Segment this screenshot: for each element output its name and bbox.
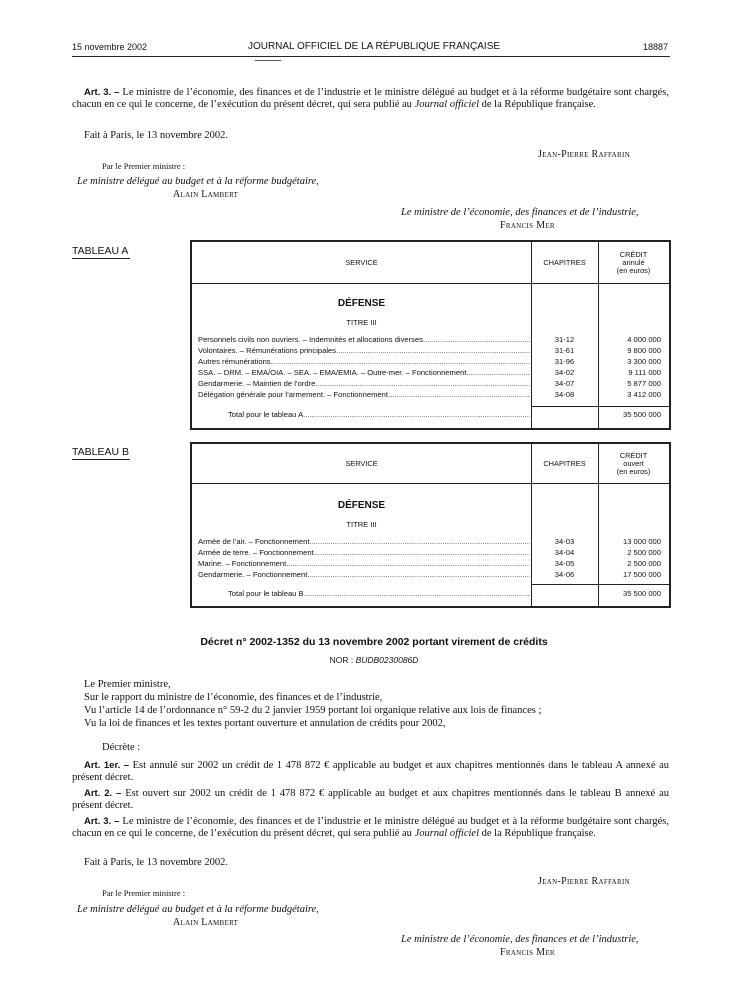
intro-line: Le Premier ministre, bbox=[84, 679, 171, 690]
page-number: 18887 bbox=[642, 42, 668, 52]
intro-line: Vu la loi de finances et les textes portant ouverture et annulation de crédits pour 2002, bbox=[84, 718, 446, 729]
table-row: Autres rémunérations ..... 31-96 3 300 000 bbox=[192, 357, 669, 368]
decret-title: Décret n° 2002-1352 du 13 novembre 2002 portant virement de crédits bbox=[200, 636, 548, 648]
table-row: Gendarmerie. – Maintien de l’ordre ..... 34-07 5 877 000 bbox=[192, 379, 669, 390]
table-row: Armée de l’air. – Fonctionnement ..... 34-03 13 000 000 bbox=[192, 537, 669, 548]
top-par: Par le Premier ministre : bbox=[102, 161, 186, 171]
decrete: Décrète : bbox=[102, 742, 141, 753]
article-3: Art. 3. – Le ministre de l’économie, des finances et de l’industrie et le ministre délégué au budget et à la réforme budgétaire sont chargés, chacun en ce qui le concerne, de l’exécution du présent décret, qui sera publié au Journal officiel de la République française. bbox=[72, 816, 669, 839]
header-date: 15 novembre 2002 bbox=[72, 42, 148, 52]
top-fait: Fait à Paris, le 13 novembre 2002. bbox=[84, 130, 229, 141]
top-signer: Jean-Pierre Raffarin bbox=[538, 149, 630, 160]
col-credit: CRÉDIT ouvert (en euros) bbox=[616, 451, 651, 476]
table-row: SSA. – DRM. – EMA/OIA. – SEA. – EMA/EMIA. – Outre-mer. – Fonctionnement ..... 34-02 9 111 000 bbox=[192, 368, 669, 379]
table-row: Personnels civils non ouvriers. – Indemnités et allocations diverses ..... 31-12 4 000 000 bbox=[192, 335, 669, 346]
col-service: SERVICE bbox=[345, 258, 378, 267]
tableau-b bbox=[190, 442, 671, 608]
table-row: Gendarmerie. – Fonctionnement ..... 34-06 17 500 000 bbox=[192, 570, 669, 581]
decret-minister-name: Francis Mer bbox=[500, 947, 555, 958]
intro-line: Vu l’article 14 de l’ordonnance n° 59-2 du 2 janvier 1959 portant loi organique relative aux lois de finances ; bbox=[84, 705, 542, 716]
total-row: Total pour le tableau A ..... 35 500 000 bbox=[192, 410, 669, 421]
nor-line: NOR : BUDB0230086D bbox=[329, 655, 419, 665]
section-title: DÉFENSE bbox=[337, 500, 386, 511]
decret-signer: Jean-Pierre Raffarin bbox=[538, 876, 630, 887]
journal-title: JOURNAL OFFICIEL DE LA RÉPUBLIQUE FRANÇAISE bbox=[247, 41, 501, 52]
top-delegate-name: Alain Lambert bbox=[173, 189, 239, 200]
total-row: Total pour le tableau B ..... 35 500 000 bbox=[192, 589, 669, 600]
header-rule-short bbox=[255, 60, 281, 61]
top-article-3: Art. 3. – Le ministre de l’économie, des finances et de l’industrie et le ministre délégué au budget et à la réforme budgétaire sont chargés, chacun en ce qui le concerne, de l’exécution du présent décret, qui sera publié au Journal officiel de la République française. bbox=[72, 87, 669, 110]
intro-line: Sur le rapport du ministre de l’économie, des finances et de l’industrie, bbox=[84, 692, 383, 703]
tableau-a bbox=[190, 240, 671, 430]
top-minister-name: Francis Mer bbox=[500, 220, 555, 231]
col-chapitres: CHAPITRES bbox=[543, 258, 586, 267]
col-service: SERVICE bbox=[345, 459, 378, 468]
titre-label: TITRE III bbox=[346, 318, 377, 327]
col-chapitres: CHAPITRES bbox=[543, 459, 586, 468]
article-2: Art. 2. – Est ouvert sur 2002 un crédit de 1 478 872 € applicable au budget et aux chapitres mentionnés dans le tableau B annexé au présent décret. bbox=[72, 788, 669, 811]
tableau-b-label: TABLEAU B bbox=[72, 446, 129, 458]
table-row: Volontaires. – Rémunérations principales ..... 31-61 9 800 000 bbox=[192, 346, 669, 357]
titre-label: TITRE III bbox=[346, 520, 377, 529]
decret-delegate-title: Le ministre délégué au budget et à la réforme budgétaire, bbox=[77, 904, 319, 915]
header-rule bbox=[72, 56, 670, 57]
top-delegate-title: Le ministre délégué au budget et à la réforme budgétaire, bbox=[77, 176, 319, 187]
section-title: DÉFENSE bbox=[337, 298, 386, 309]
tableau-a-label: TABLEAU A bbox=[72, 245, 129, 257]
decret-fait: Fait à Paris, le 13 novembre 2002. bbox=[84, 857, 229, 868]
decret-par: Par le Premier ministre : bbox=[102, 888, 186, 898]
table-row: Délégation générale pour l’armement. – Fonctionnement ..... 34-08 3 412 000 bbox=[192, 390, 669, 401]
table-row: Marine. – Fonctionnement ..... 34-05 2 500 000 bbox=[192, 559, 669, 570]
table-row: Armée de terre. – Fonctionnement ..... 34-04 2 500 000 bbox=[192, 548, 669, 559]
decret-minister-title: Le ministre de l’économie, des finances et de l’industrie, bbox=[401, 934, 639, 945]
col-credit: CRÉDIT annulé (en euros) bbox=[616, 250, 651, 275]
top-minister-title: Le ministre de l’économie, des finances et de l’industrie, bbox=[401, 207, 639, 218]
decret-delegate-name: Alain Lambert bbox=[173, 917, 239, 928]
article-1: Art. 1er. – Est annulé sur 2002 un crédit de 1 478 872 € applicable au budget et aux chapitres mentionnés dans le tableau A annexé au présent décret. bbox=[72, 760, 669, 783]
